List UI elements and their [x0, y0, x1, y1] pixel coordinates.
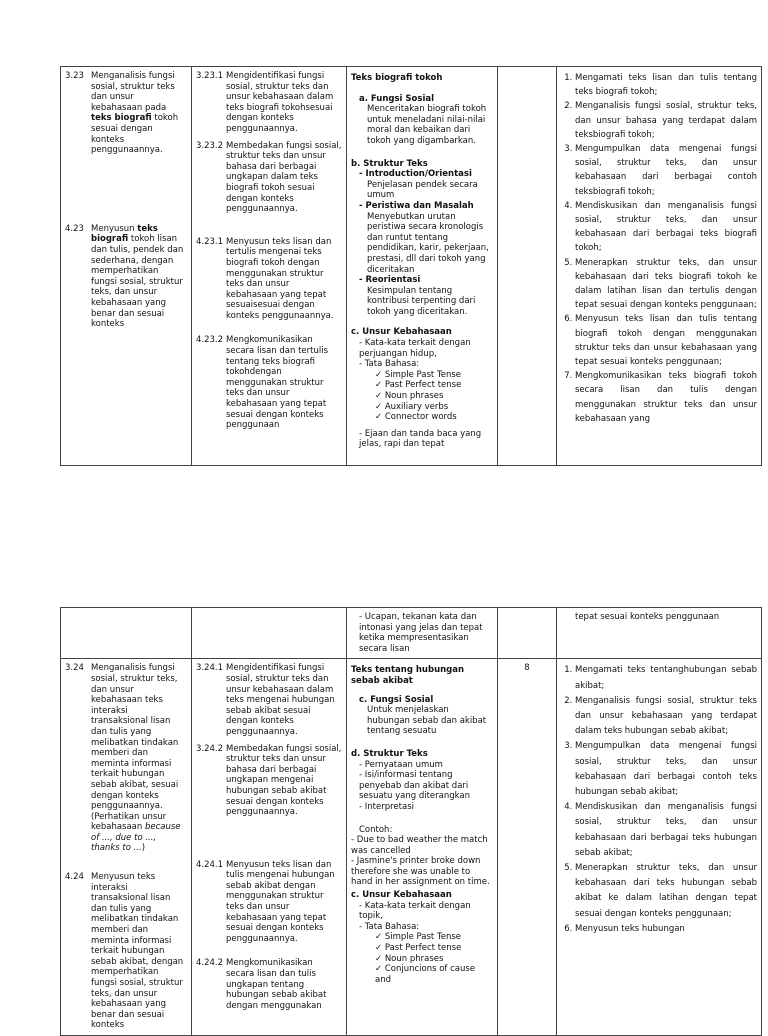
activity-cell — [557, 67, 762, 466]
indicator-item: 4.23.1 Menyusun teks lisan dan tertulis mengenai teks biografi tokoh dengan menggunakan struktur teks dan unsur kebahasaan yang tepat sesuaisesuai dengan konteks penggunaannya. — [196, 236, 334, 321]
section-heading: c. Fungsi Sosial — [359, 694, 434, 705]
section-heading: a. Fungsi Sosial — [359, 93, 435, 104]
check-item: ✓ Auxiliary verbs — [375, 401, 449, 412]
check-item: ✓ Connector words — [375, 412, 457, 423]
material-title: Teks biografi tokoh — [351, 73, 443, 83]
indicator-item: 3.23.2 Membedakan fungsi sosial, struktur teks dan unsur bahasa dari berbagai ungkapan dalam teks biografi tokoh sesuai dengan konteks penggunaannya. — [196, 140, 342, 215]
kd-3-23: 3.23 Menganalisis fungsi sosial, struktur teks dan unsur kebahasaan pada teks biografi tokoh sesuai dengan konteks penggunaannya. — [65, 71, 179, 156]
list-item: 2. Menganalisis fungsi sosial, struktur teks, dan unsur bahasa yang terdapat dalam teksbiografi tokoh; — [575, 99, 757, 142]
list-item: 3. Mengumpulkan data mengenai fungsi sosial, struktur teks, dan unsur kebahasaan dari berbagai contoh teks hubungan sebab akibat; — [575, 739, 757, 800]
time-cell: 8 — [498, 659, 557, 1036]
kd-cell — [61, 67, 192, 466]
section-heading: c. Unsur Kebahasaan — [351, 327, 452, 338]
check-item: ✓ Past Perfect tense — [375, 943, 462, 954]
material-cell: Teks biografi tokoh a. Fungsi Sosial Menceritakan biografi tokoh untuk meneladani nilai-nilai moral dan kebaikan dari tokoh yang digambarkan. b. Struktur Teks - Introduction/Orientasi Penjelasan pendek secara umum - Peristiwa dan Masalah Menyebutkan urutan peristiwa secara kronologis dan runtut tentang pendidikan, karir, pekerjaan, prestasi, dll dari tokoh yang diceritakan - Reorientasi Kesimpulan tentang kontribusi terpenting dari tokoh yang diceritakan. c. Unsur Kebahasaan - Kata-kata terkait dengan perjuangan hidup, - Tata Bahasa: ✓ Simple Past Tense ✓ Past Perfect tense ✓ Noun phrases ✓ Auxiliary verbs ✓ Connector words - Ejaan dan tanda baca yang jelas, rapi dan tepat — [347, 67, 498, 466]
check-item: ✓ Noun phrases — [375, 391, 444, 402]
activity-cell — [557, 659, 762, 1036]
syllabus-table-2 — [60, 607, 762, 1036]
activity-list — [561, 663, 757, 937]
check-item: ✓ Noun phrases — [375, 953, 444, 964]
check-item: ✓ Simple Past Tense — [375, 932, 461, 943]
list-item: 2. Menganalisis fungsi sosial, struktur teks dan unsur kebahasaan yang terdapat dalam teks hubungan sebab akibat; — [575, 694, 757, 740]
list-item: 1. Mengamati teks tentanghubungan sebab akibat; — [575, 663, 757, 693]
list-item: 5. Menerapkan struktur teks, dan unsur kebahasaan dari teks biografi tokoh ke dalam latihan lisan dan tertulis dengan tepat sesuai dengan konteks penggunaan; — [575, 256, 757, 313]
material-continued: - Ucapan, tekanan kata dan intonasi yang jelas dan tepat ketika mempresentasikan secara lisan — [347, 608, 498, 659]
indicator-item: 4.23.2 Mengkomunikasikan secara lisan dan tertulis tentang teks biografi tokohdengan menggunakan struktur teks dan unsur kebahasaan yang tepat sesuai dengan konteks penggunaan — [196, 335, 329, 431]
syllabus-table-1 — [60, 66, 762, 466]
list-item: 5. Menerapkan struktur teks, dan unsur kebahasaan dari teks hubungan sebab akibat ke dalam latihan dengan tepat sesuai dengan konteks penggunaan; — [575, 861, 757, 922]
indicator-cell — [192, 67, 347, 466]
list-item: 6. Menyusun teks hubungan — [575, 922, 757, 937]
indicator-item: 3.24.2 Membedakan fungsi sosial, struktur teks dan unsur bahasa dari berbagai ungkapan mengenai hubungan sebab akibat sesuai dengan konteks penggunaannya. — [196, 743, 342, 818]
list-item: 4. Mendiskusikan dan menganalisis fungsi sosial, struktur teks, dan unsur kebahasaan dari berbagai teks hubungan sebab akibat; — [575, 800, 757, 861]
list-item: 6. Menyusun teks lisan dan tulis tentang biografi tokoh dengan menggunakan struktur teks dan unsur kebahasaan yang tepat sesuai konteks penggunaan; — [575, 312, 757, 369]
section-heading: b. Struktur Teks — [351, 158, 428, 169]
list-item: 3. Mengumpulkan data mengenai fungsi sosial, struktur teks, dan unsur kebahasaan dari berbagai contoh teksbiografi tokoh; — [575, 142, 757, 199]
kd-cell — [61, 659, 192, 1036]
check-item: ✓ Simple Past Tense — [375, 369, 461, 380]
time-cell — [498, 67, 557, 466]
section-heading: c. Unsur Kebahasaan — [351, 890, 452, 901]
kd-4-24: 4.24 Menyusun teks interaksi transaksional lisan dan tulis yang melibatkan tindakan memberi dan meminta informasi terkait hubungan sebab akibat, dengan memperhatikan fungsi sosial, struktur teks, dan unsur kebahasaan yang benar dan sesuai konteks — [65, 872, 184, 1031]
material-cell: Teks tentang hubungan sebab akibat c. Fungsi Sosial Untuk menjelaskan hubungan sebab dan akibat tentang sesuatu d. Struktur Teks - Pernyataan umum - Isi/informasi tentang penyebab dan akibat dari sesuatu yang diterangkan - Interpretasi Contoh: - Due to bad weather the match was cancelled - Jasmine's printer broke down therefore she was unable to hand in her assignment on time. c. Unsur Kebahasaan - Kata-kata terkait dengan topik, - Tata Bahasa: ✓ Simple Past Tense ✓ Past Perfect tense ✓ Noun phrases ✓ Conjuncions of cause and — [347, 659, 498, 1036]
check-item: ✓ Past Perfect tense — [375, 380, 462, 391]
kd-3-24: 3.24 Menganalisis fungsi sosial, struktur teks, dan unsur kebahasaan teks interaksi transaksional lisan dan tulis yang melibatkan tindakan memberi dan meminta informasi terkait hubungan sebab akibat, sesuai dengan konteks penggunaannya. (Perhatikan unsur kebahasaan because of ..., due to ..., thanks to ...) — [65, 663, 181, 854]
list-item: 7. Mengkomunikasikan teks biografi tokoh secara lisan dan tulis dengan menggunakan struktur teks dan unsur kebahasaan yang — [575, 369, 757, 426]
indicator-item: 4.24.1 Menyusun teks lisan dan tulis mengenai hubungan sebab akibat dengan menggunakan struktur teks dan unsur kebahasaan yang tepat sesuai dengan konteks penggunaannya. — [196, 859, 335, 944]
activity-list — [561, 71, 757, 426]
indicator-item: 3.23.1 Mengidentifikasi fungsi sosial, struktur teks dan unsur kebahasaan dalam teks biografi tokohsesuai dengan konteks penggunaannya. — [196, 71, 334, 134]
check-item: ✓ Conjuncions of cause and — [375, 964, 476, 985]
list-item: 1. Mengamati teks lisan dan tulis tentang teks biografi tokoh; — [575, 71, 757, 99]
section-heading: d. Struktur Teks — [351, 748, 428, 759]
kd-4-23: 4.23 Menyusun teks biografi tokoh lisan dan tulis, pendek dan sederhana, dengan memperhatikan fungsi sosial, struktur teks, dan unsur kebahasaan yang benar dan sesuai konteks — [65, 223, 184, 330]
material-title: Teks tentang hubungan sebab akibat — [351, 665, 465, 686]
list-item: 4. Mendiskusikan dan menganalisis fungsi sosial, struktur teks, dan unsur kebahasaan dari berbagai teks biografi tokoh; — [575, 199, 757, 256]
indicator-cell — [192, 659, 347, 1036]
indicator-item: 3.24.1 Mengidentifikasi fungsi sosial, struktur teks dan unsur kebahasaan dalam teks mengenai hubungan sebab akibat sesuai dengan konteks penggunaannya. — [196, 663, 335, 737]
activity-continued: tepat sesuai konteks penggunaan — [557, 608, 762, 659]
indicator-item: 4.24.2 Mengkomunikasikan secara lisan dan tulis ungkapan tentang hubungan sebab akibat dengan menggunakan — [196, 958, 327, 1011]
